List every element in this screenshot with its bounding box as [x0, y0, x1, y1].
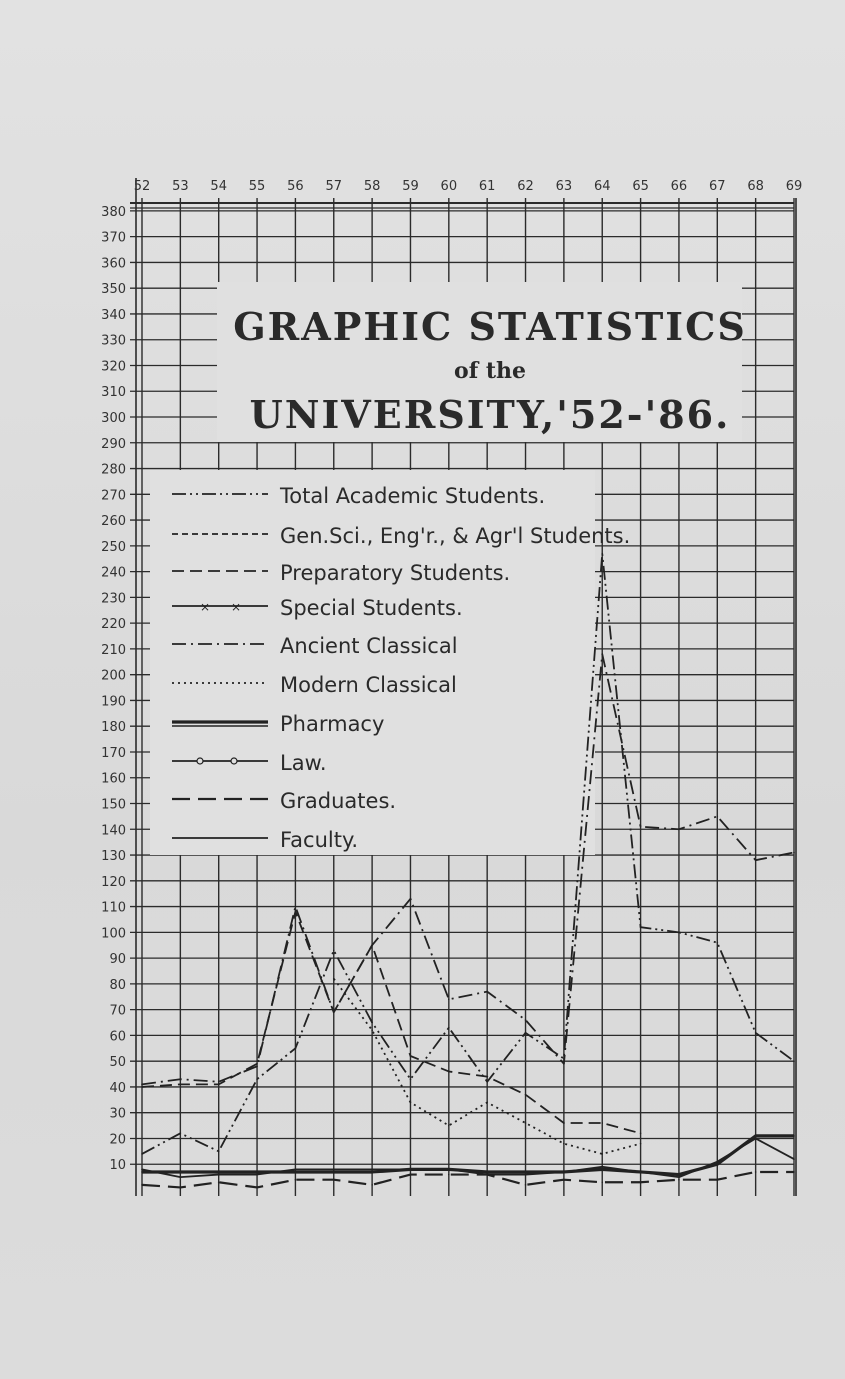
data-point	[640, 1181, 642, 1183]
data-point	[371, 944, 373, 946]
legend-circle-marker	[231, 758, 237, 764]
chart-title-line3: UNIVERSITY,'52-'86.	[249, 392, 731, 437]
y-tick-label: 320	[101, 359, 126, 375]
data-point	[333, 1171, 335, 1173]
data-point	[295, 906, 297, 908]
legend-label: Special Students.	[280, 596, 463, 620]
series-line-2	[142, 912, 641, 1134]
data-point	[793, 1135, 795, 1137]
data-point	[640, 1171, 642, 1173]
y-tick-label: 230	[101, 591, 126, 607]
data-point	[448, 1174, 450, 1176]
data-point	[410, 898, 412, 900]
data-point	[180, 1176, 182, 1178]
legend-x-marker: ×	[199, 600, 211, 614]
legend-label: Preparatory Students.	[280, 561, 511, 585]
data-point	[333, 1011, 335, 1013]
y-tick-label: 310	[101, 385, 126, 401]
data-point	[256, 1174, 258, 1176]
y-tick-label: 190	[101, 694, 126, 710]
data-point	[218, 1084, 220, 1086]
data-point	[410, 1078, 412, 1080]
data-point	[525, 1094, 527, 1096]
y-tick-label: 280	[101, 462, 126, 478]
x-tick-label: 66	[670, 179, 688, 194]
data-point	[601, 1166, 603, 1168]
data-point	[525, 1184, 527, 1186]
data-point	[180, 1171, 182, 1173]
data-point	[563, 1171, 565, 1173]
data-point	[563, 1122, 565, 1124]
data-point	[486, 1102, 488, 1104]
x-tick-label: 52	[133, 179, 151, 194]
x-tick-label: 58	[363, 179, 381, 194]
legend-label: Gen.Sci., Eng'r., & Agr'l Students.	[280, 524, 631, 548]
y-tick-label: 100	[101, 926, 126, 942]
data-point	[486, 1076, 488, 1078]
data-point	[678, 828, 680, 830]
data-point	[793, 1158, 795, 1160]
data-point	[678, 1179, 680, 1181]
data-point	[256, 1063, 258, 1065]
y-tick-label: 180	[101, 720, 126, 736]
y-tick-label: 340	[101, 307, 126, 323]
y-tick-label: 300	[101, 411, 126, 427]
x-tick-label: 61	[478, 179, 496, 194]
data-point	[295, 911, 297, 913]
chart-subtitle: of the	[454, 358, 526, 384]
data-point	[180, 1078, 182, 1080]
y-tick-label: 90	[109, 952, 126, 968]
data-point	[333, 1169, 335, 1171]
series-line-6	[142, 1136, 794, 1175]
data-point	[486, 1081, 488, 1083]
legend-x-marker: ×	[230, 600, 242, 614]
data-point	[793, 1171, 795, 1173]
data-point	[371, 1022, 373, 1024]
data-point	[525, 1122, 527, 1124]
data-point	[601, 1122, 603, 1124]
data-point	[333, 950, 335, 952]
y-tick-label: 220	[101, 617, 126, 633]
y-tick-label: 10	[109, 1158, 126, 1174]
data-point	[371, 1029, 373, 1031]
data-point	[755, 1032, 757, 1034]
data-point	[141, 1171, 143, 1173]
data-point	[601, 1169, 603, 1171]
y-tick-label: 160	[101, 771, 126, 787]
legend-label: Modern Classical	[280, 673, 457, 697]
y-tick-label: 110	[101, 900, 126, 916]
data-point	[640, 1133, 642, 1135]
legend-label: Law.	[280, 751, 327, 775]
data-point	[218, 1081, 220, 1083]
data-point	[141, 1169, 143, 1171]
data-point	[601, 1181, 603, 1183]
x-tick-label: 69	[785, 179, 803, 194]
data-point	[256, 1066, 258, 1068]
data-point	[563, 1143, 565, 1145]
data-point	[295, 1047, 297, 1049]
x-tick-label: 64	[593, 179, 611, 194]
data-point	[793, 852, 795, 854]
x-tick-label: 55	[248, 179, 266, 194]
y-tick-label: 240	[101, 565, 126, 581]
data-point	[410, 1102, 412, 1104]
data-point	[755, 859, 757, 861]
data-point	[410, 1055, 412, 1057]
data-point	[601, 1153, 603, 1155]
data-point	[295, 1171, 297, 1173]
x-tick-label: 63	[555, 179, 573, 194]
data-point	[755, 1171, 757, 1173]
y-tick-label: 260	[101, 514, 126, 530]
data-point	[755, 1135, 757, 1137]
y-tick-label: 60	[109, 1029, 126, 1045]
y-tick-label: 380	[101, 204, 126, 220]
data-point	[448, 1071, 450, 1073]
y-tick-label: 370	[101, 230, 126, 246]
y-tick-label: 330	[101, 333, 126, 349]
data-point	[716, 942, 718, 944]
legend-label: Graduates.	[280, 789, 397, 813]
y-tick-label: 360	[101, 256, 126, 272]
data-point	[256, 1171, 258, 1173]
x-tick-label: 57	[325, 179, 343, 194]
data-point	[678, 932, 680, 934]
y-tick-label: 200	[101, 668, 126, 684]
y-tick-label: 170	[101, 745, 126, 761]
data-point	[716, 1163, 718, 1165]
data-point	[525, 1019, 527, 1021]
legend-label: Ancient Classical	[280, 634, 458, 658]
x-tick-label: 59	[402, 179, 419, 194]
x-tick-labels	[134, 179, 803, 194]
data-point	[601, 653, 603, 655]
data-point	[486, 1174, 488, 1176]
data-point	[141, 1086, 143, 1088]
data-point	[141, 1153, 143, 1155]
data-point	[218, 1174, 220, 1176]
x-tick-label: 62	[517, 179, 534, 194]
data-point	[371, 1169, 373, 1171]
data-point	[640, 826, 642, 828]
y-tick-label: 250	[101, 539, 126, 555]
data-point	[525, 1174, 527, 1176]
data-point	[678, 1174, 680, 1176]
x-tick-label: 54	[210, 179, 227, 194]
data-point	[640, 1143, 642, 1145]
legend-label: Pharmacy	[280, 712, 385, 736]
legend-label: Faculty.	[280, 828, 359, 852]
y-tick-label: 150	[101, 797, 126, 813]
y-tick-label: 270	[101, 488, 126, 504]
chart-title: GRAPHIC STATISTICS	[233, 304, 747, 349]
x-tick-label: 65	[632, 179, 649, 194]
data-point	[448, 1125, 450, 1127]
y-tick-label: 70	[109, 1003, 126, 1019]
data-point	[486, 991, 488, 993]
y-tick-label: 140	[101, 823, 126, 839]
data-point	[333, 978, 335, 980]
data-point	[256, 1078, 258, 1080]
x-tick-label: 67	[709, 179, 726, 194]
y-tick-label: 30	[109, 1106, 126, 1122]
data-point	[256, 1187, 258, 1189]
data-point	[371, 1184, 373, 1186]
data-point	[716, 816, 718, 818]
data-point	[793, 1060, 795, 1062]
data-point	[563, 1063, 565, 1065]
y-tick-label: 40	[109, 1080, 126, 1096]
x-tick-label: 60	[440, 179, 458, 194]
y-tick-label: 20	[109, 1132, 126, 1148]
y-tick-label: 120	[101, 874, 126, 890]
data-point	[218, 1171, 220, 1173]
data-point	[180, 1084, 182, 1086]
data-point	[141, 1184, 143, 1186]
data-point	[218, 1151, 220, 1153]
data-point	[678, 1176, 680, 1178]
data-point	[371, 1171, 373, 1173]
data-point	[218, 1181, 220, 1183]
y-tick-label: 350	[101, 282, 126, 298]
data-point	[410, 1174, 412, 1176]
y-tick-label: 290	[101, 436, 126, 452]
data-point	[525, 1171, 527, 1173]
x-tick-label: 56	[287, 179, 304, 194]
x-tick-label: 68	[747, 179, 764, 194]
y-tick-labels	[101, 205, 126, 1173]
data-point	[448, 1169, 450, 1171]
legend-label: Total Academic Students.	[280, 484, 546, 508]
data-point	[716, 1161, 718, 1163]
data-point	[716, 1179, 718, 1181]
data-point	[141, 1084, 143, 1086]
data-point	[410, 1169, 412, 1171]
data-point	[180, 1133, 182, 1135]
y-tick-label: 50	[109, 1055, 126, 1071]
data-point	[180, 1187, 182, 1189]
data-point	[525, 1032, 527, 1034]
y-tick-label: 210	[101, 642, 126, 658]
data-point	[755, 1138, 757, 1140]
data-point	[640, 926, 642, 928]
y-tick-label: 80	[109, 977, 126, 993]
data-point	[295, 1169, 297, 1171]
data-point	[486, 1171, 488, 1173]
x-tick-label: 53	[172, 179, 189, 194]
data-point	[601, 553, 603, 555]
data-point	[333, 1179, 335, 1181]
data-point	[563, 1179, 565, 1181]
data-point	[295, 1179, 297, 1181]
legend-circle-marker	[197, 758, 203, 764]
data-point	[448, 1027, 450, 1029]
data-point	[448, 999, 450, 1001]
y-tick-label: 130	[101, 849, 126, 865]
